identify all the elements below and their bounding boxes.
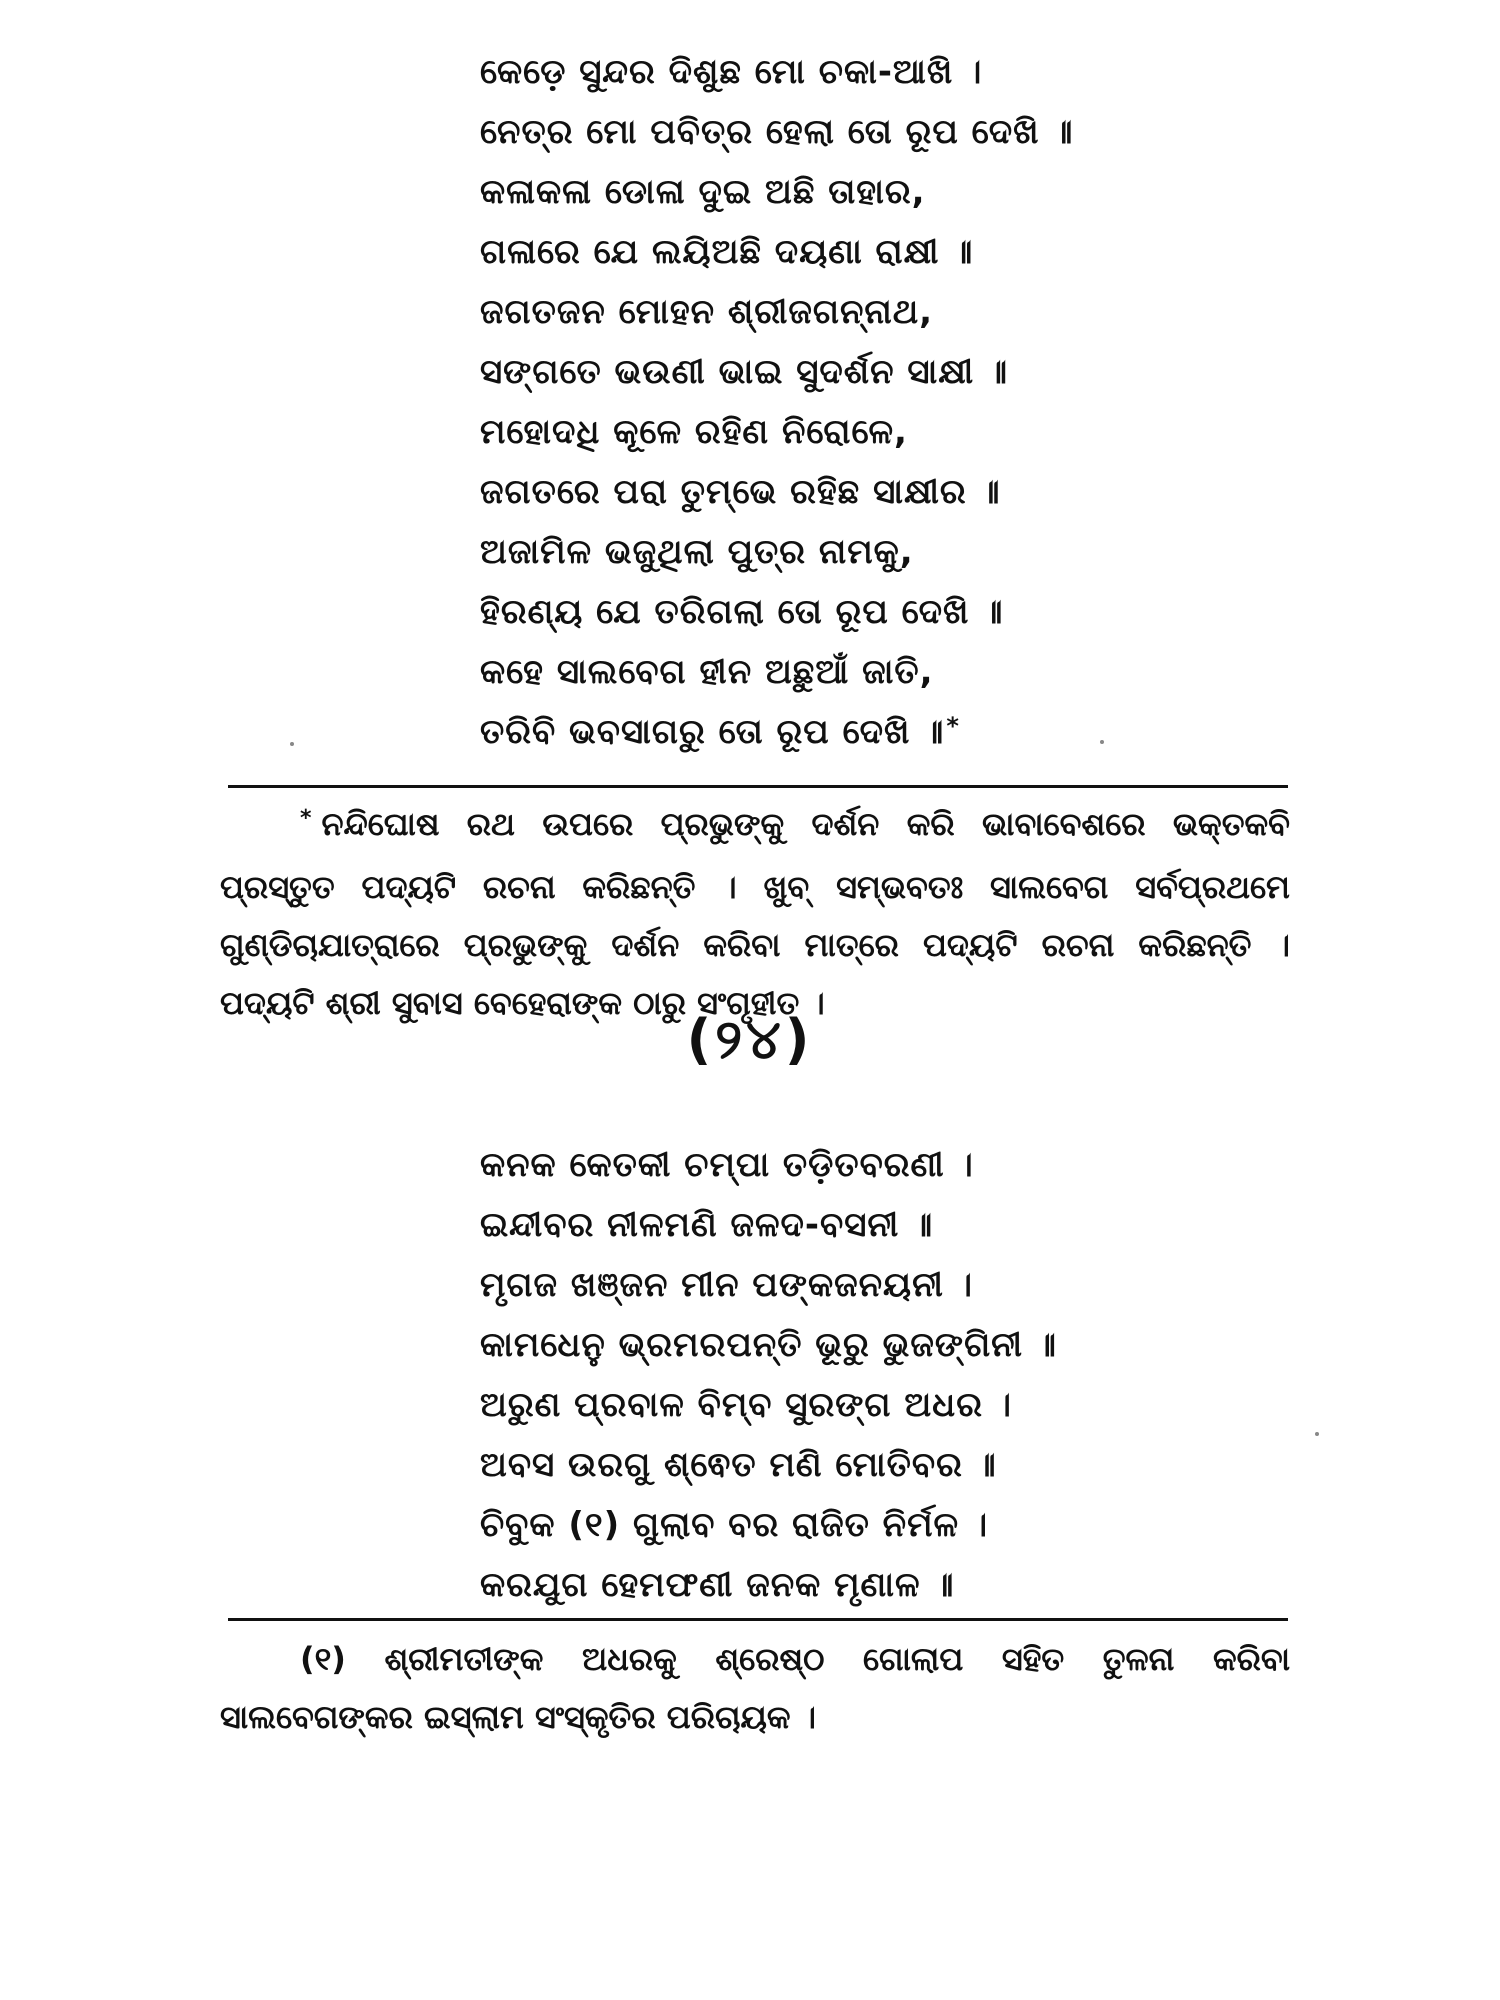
footnote-1-mark: * bbox=[300, 806, 312, 831]
poem-top bbox=[480, 42, 1380, 762]
poem-line: କେଡ଼େ ସୁନ୍ଦର ଦିଶୁଛ ମୋ ଚକା-ଆଖି । bbox=[480, 52, 983, 92]
print-speck bbox=[1315, 1432, 1319, 1436]
footnote-1-text: ନନ୍ଦିଘୋଷ ରଥ ଉପରେ ପ୍ରଭୁଙ୍କୁ ଦର୍ଶନ କରି ଭାବାବେଶରେ ଭକ୍ତକବି ପ୍ରସ୍ତୁତ ପଦ୍ୟଟି ରଚନା କରିଛନ୍ତି । ଖୁବ୍ ସମ୍ଭବତଃ ସାଲବେଗ ସର୍ବପ୍ରଥମେ ଗୁଣ୍ଡିଚାଯାତ୍ରାରେ ପ୍ରଭୁଙ୍କୁ ଦର୍ଶନ କରିବା ମାତ୍ରେ ପଦ୍ୟଟି ରଚନା କରିଛନ୍ତି । ପଦ୍ୟଟି ଶ୍ରୀ ସୁବାସ ବେହେରାଙ୍କ ଠାରୁ ସଂଗୃହୀତ । bbox=[220, 805, 1290, 1022]
print-speck bbox=[1100, 740, 1104, 744]
poem-line: କହେ ସାଲବେଗ ହୀନ ଅଛୁଆଁ ଜାତି, bbox=[480, 652, 934, 692]
poem-line: କରଯୁଗ ହେମଫଣୀ ଜନକ ମୃଣାଳ ॥ bbox=[480, 1565, 955, 1605]
poem-line: ମୃଗଜ ଖଞ୍ଜନ ମୀନ ପଙ୍କଜନୟନୀ । bbox=[480, 1265, 974, 1305]
poem-line-text: ତରିବି ଭବସାଗରୁ ତୋ ରୂପ ଦେଖି ॥ bbox=[480, 712, 945, 752]
footnote-1 bbox=[220, 795, 1290, 1032]
poem-line-last bbox=[480, 702, 1380, 762]
poem-line: କନକ କେତକୀ ଚମ୍ପା ତଡ଼ିତବରଣୀ । bbox=[480, 1145, 974, 1185]
footnote-marker: * bbox=[946, 712, 960, 740]
poem-line: ହିରଣ୍ୟ ଯେ ତରିଗଲା ତୋ ରୂପ ଦେଖି ॥ bbox=[480, 592, 1004, 632]
poem-line: ଜଗତରେ ପରା ତୁମ୍ଭେ ରହିଛ ସାକ୍ଷୀର ॥ bbox=[480, 472, 1001, 512]
footnote-2 bbox=[220, 1630, 1290, 1746]
poem-line: ନେତ୍ର ମୋ ପବିତ୍ର ହେଲା ତୋ ରୂପ ଦେଖି ॥ bbox=[480, 112, 1074, 152]
footnote-2-text: (୧) ଶ୍ରୀମତୀଙ୍କ ଅଧରକୁ ଶ୍ରେଷ୍ଠ ଗୋଲାପ ସହିତ ତୁଳନା କରିବା ସାଲବେଗଙ୍କର ଇସ୍ଲାମ ସଂସ୍କୃତିର ପରିଚାୟକ । bbox=[220, 1640, 1290, 1736]
poem-line: ଗଳାରେ ଯେ ଲୟିଅଛି ଦୟଣା ରାକ୍ଷୀ ॥ bbox=[480, 232, 974, 272]
footnote-divider bbox=[228, 1618, 1288, 1621]
poem-line: ସଙ୍ଗତେ ଭଉଣୀ ଭାଇ ସୁଦର୍ଶନ ସାକ୍ଷୀ ॥ bbox=[480, 352, 1009, 392]
poem-line: ଜଗତଜନ ମୋହନ ଶ୍ରୀଜଗନ୍ନାଥ, bbox=[480, 292, 934, 332]
poem-line: ଅରୁଣ ପ୍ରବାଳ ବିମ୍ବ ସୁରଙ୍ଗ ଅଧର । bbox=[480, 1385, 1013, 1425]
footnote-divider bbox=[228, 785, 1288, 788]
poem-line: ଇନ୍ଦୀବର ନୀଳମଣି ଜଳଦ-ବସନୀ ॥ bbox=[480, 1205, 934, 1245]
poem-line: କାମଧେନୁ ଭ୍ରମରପନ୍ତି ଭୂରୁ ଭୁଜଙ୍ଗିନୀ ॥ bbox=[480, 1325, 1057, 1365]
print-speck bbox=[290, 742, 294, 746]
poem-line: ଅଜାମିଳ ଭଜୁଥିଲା ପୁତ୍ର ନାମକୁ, bbox=[480, 532, 914, 572]
poem-line: କଳାକଳା ଡୋଳା ଦୁଇ ଅଛି ତାହାର, bbox=[480, 172, 926, 212]
poem-line: ଚିବୁକ (୧) ଗୁଲାବ ବର ରାଜିତ ନିର୍ମଳ । bbox=[480, 1505, 989, 1545]
poem-bottom bbox=[480, 1135, 1380, 1615]
poem-line: ମହୋଦଧି କୂଳେ ରହିଣ ନିରୋଳେ, bbox=[480, 412, 908, 452]
poem-line: ଅବସ ଉରଗୁ ଶ୍ଵେତ ମଣି ମୋତିବର ॥ bbox=[480, 1445, 997, 1485]
section-number: (୨୪) bbox=[686, 1008, 814, 1071]
